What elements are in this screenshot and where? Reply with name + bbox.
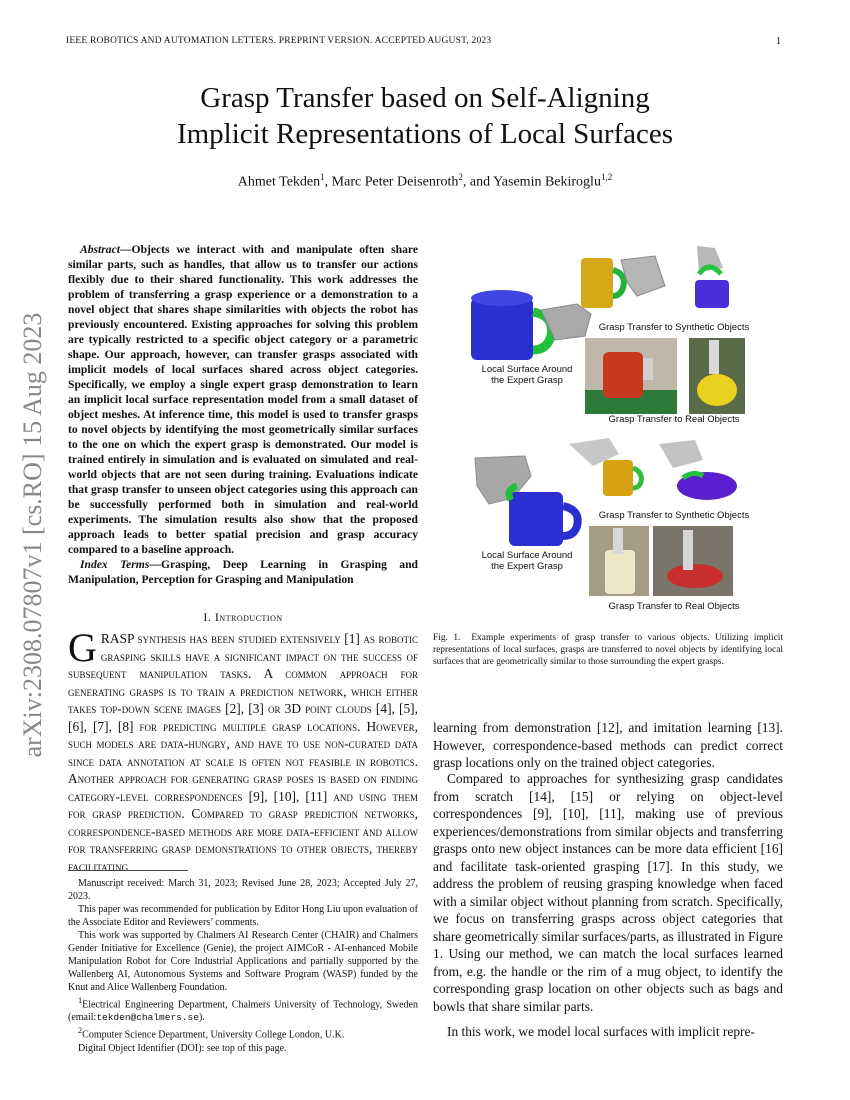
figure-label-local-surface-2: Local Surface Around the Expert Grasp xyxy=(481,550,573,572)
figure-1 xyxy=(433,240,783,625)
index-terms-label: Index Terms xyxy=(80,558,150,571)
synthetic-object-cup-image xyxy=(581,256,665,308)
title-line-2: Implicit Representations of Local Surfaces xyxy=(176,118,674,150)
figure-label-synthetic-1: Grasp Transfer to Synthetic Objects xyxy=(598,322,750,333)
right-paragraph-3: In this work, we model local surfaces with implicit repre- xyxy=(447,1024,755,1039)
right-paragraph-2: Compared to approaches for synthesizing grasp candidates from scratch [14], [15] or relying on object-level correspondences [9], [10], [11], making use of previous experiences/demonstrations from similar objects and transferring grasps onto new object instances can be more data efficient [16] and facilitate task-oriented grasping [17]. In this study, we address the problem of reusing grasping knowledge when faced with a similar object without planning from scratch. Specifically, we focus on transferring grasps across object categories that share geometrically similar surfaces/parts, as illustrated in Figure 1. Using our method, we can match the local surfaces learned from, e.g. the handle or the rim of a mug object, to identify the corresponding grasp location on other objects such as bags and bowls that share similar parts. xyxy=(433,771,783,1014)
drop-cap: G xyxy=(68,625,97,670)
journal-header: IEEE ROBOTICS AND AUTOMATION LETTERS. PREPRINT VERSION. ACCEPTED AUGUST, 2023 xyxy=(66,36,492,46)
author-email[interactable]: tekden@chalmers.se xyxy=(96,1012,199,1024)
author-2: Marc Peter Deisenroth xyxy=(331,174,459,190)
intro-paragraph xyxy=(68,625,418,875)
synthetic-object-bag-image xyxy=(695,246,729,308)
intro-text: RASP synthesis has been studied extensively [1] as robotic grasping skills have a significant impact on the success of subsequent manipulation tasks. A common approach for generating grasps is to train a prediction network, which either takes top-down scene images [2], [3] or 3D point clouds [4], [5], [6], [7], [8] for predicting multiple grasp locations. However, such models are data-hungry, and have to use non-curated data since data annotation at scale is often not feasible in robotics. Another approach for generating grasp poses is based on finding category-level correspondences [9], [10], [11] and using them for grasp prediction. Compared to grasp prediction networks, correspondence-based methods are more data-efficient and allow for transferring grasp demonstrations to other objects, thereby facilitating xyxy=(68,631,418,874)
figure-label-real-2: Grasp Transfer to Real Objects xyxy=(608,601,740,612)
index-terms-text: —Grasping, Deep Learning in Grasping and Manipulation, Perception for Grasping and Manipulation xyxy=(68,558,418,586)
section-heading: I. Introduction xyxy=(203,610,283,624)
footnote-support: This work was supported by Chalmers AI Research Center (CHAIR) and Chalmers Gender Initiative for Excellence (Genie), the project AIMCoR - AI-enhanced Mobile Manipulation Robot for Core Industrial Applications and partially supported by the Wallenberg AI, Autonomous Systems and Software Program (WASP) funded by the Knut and Alice Wallenberg Foundation. xyxy=(68,930,418,993)
real-object-photo-1 xyxy=(585,338,677,414)
paper-title xyxy=(60,80,790,152)
mug-local-surface-image-2 xyxy=(475,456,578,546)
synthetic-object-mug-image xyxy=(569,438,641,496)
figure-label-local-surface-1: Local Surface Around the Expert Grasp xyxy=(481,364,573,386)
footnote-recommended: This paper was recommended for publication by Editor Hong Liu upon evaluation of the Associate Editor and Reviewers’ comments. xyxy=(68,904,418,928)
arxiv-id: arXiv:2308.07807v1 [cs.RO] 15 Aug 2023 xyxy=(18,312,47,758)
arxiv-stamp xyxy=(10,290,56,780)
title-line-1: Grasp Transfer based on Self-Aligning xyxy=(200,82,650,114)
mug-local-surface-image-1 xyxy=(471,290,591,360)
abstract-text: —Objects we interact with and manipulate often share similar parts, such as handles, that allow us to transfer our actions flexibly due to their shared functionality. This work addresses the problem of transferring a grasp experience or a demonstration to a novel object that shares shape similarities with objects the robot has previously encountered. Existing approaches for solving this problem are typically restricted to a specific object category or a parametric shape. Our approach, however, can transfer grasps associated with implicit models of local surfaces shared across object categories. Specifically, we employ a single expert grasp demonstration to learn an implicit local surface representation model from a small dataset of object meshes. At inference time, this model is used to transfer grasps to novel objects by identifying the most geometrically similar surfaces to the one on which the expert grasp is demonstrated. Our model is trained entirely in simulation and is evaluated on simulated and real-world objects that are not seen during training. Evaluations indicate that grasp transfer to unseen object categories using this approach can be successfully performed both in simulation and real-world experiments. The simulation results also show that the proposed approach leads to better spatial precision and grasp accuracy compared to a baseline approach. xyxy=(68,243,418,556)
real-object-photo-3 xyxy=(589,526,649,596)
real-object-photo-4 xyxy=(653,526,733,596)
footnote-doi: Digital Object Identifier (DOI): see top of this page. xyxy=(78,1042,287,1054)
footnote-affiliation-1: $^1$Electrical Engineering Department, Chalmers University of Technology, Sweden (email:tekden@chalmers.se). xyxy=(68,996,418,1024)
caption-label: Fig. 1. xyxy=(433,633,461,643)
abstract-label: Abstract xyxy=(80,243,120,256)
figure-label-real-1: Grasp Transfer to Real Objects xyxy=(608,414,740,425)
real-object-photo-2 xyxy=(689,338,745,414)
author-list: Ahmet Tekden$^1$, Marc Peter Deisenroth$^2$, and Yasemin Bekiroglu$^{1,2}$ xyxy=(237,172,613,190)
synthetic-object-bowl-image xyxy=(659,440,737,500)
index-terms xyxy=(68,557,418,587)
footnotes xyxy=(68,877,418,1055)
author-1: Ahmet Tekden xyxy=(237,174,321,190)
footnote-received: Manuscript received: March 31, 2023; Revised June 28, 2023; Accepted July 27, 2023. xyxy=(68,878,418,902)
right-paragraph-1: learning from demonstration [12], and imitation learning [13]. However, correspondence-based methods can predict correct grasp locations only on the trained object categories. xyxy=(433,720,783,770)
page-number: 1 xyxy=(776,36,781,47)
figure-caption xyxy=(433,632,783,668)
caption-text: Example experiments of grasp transfer to various objects. Utilizing implicit representations of local surfaces, grasps are transferred to novel objects by identifying local surfaces that are geometrically similar to those surrounding the expert grasps. xyxy=(433,633,784,667)
figure-label-synthetic-2: Grasp Transfer to Synthetic Objects xyxy=(598,510,750,521)
footnote-affiliation-2: $^2$Computer Science Department, University College London, U.K. xyxy=(78,1026,345,1041)
abstract xyxy=(68,242,418,557)
author-3: Yasemin Bekiroglu xyxy=(493,174,601,190)
footnote-rule xyxy=(68,870,188,871)
